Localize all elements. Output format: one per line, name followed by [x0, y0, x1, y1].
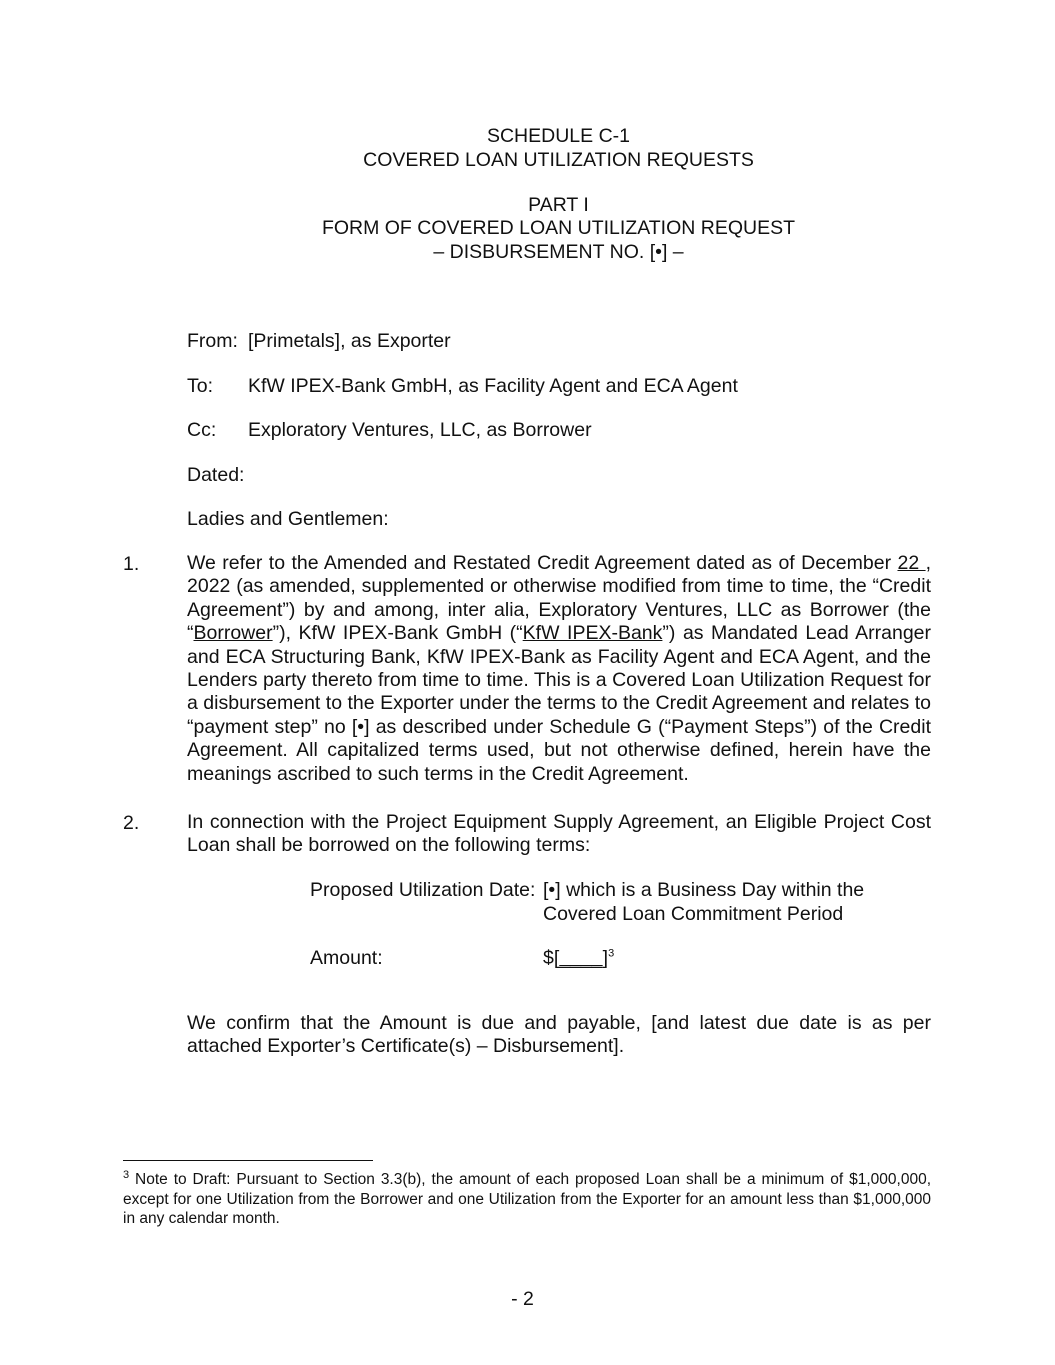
disbursement-number: – DISBURSEMENT NO. [•] –	[433, 241, 684, 263]
confirmation-paragraph: We confirm that the Amount is due and payable, [and latest due date is as per attached Exporter’s Certificate(s) – Disbursement].	[187, 1012, 931, 1058]
footnote-number: 3	[123, 1168, 130, 1181]
footnote	[123, 1170, 931, 1229]
schedule-title: SCHEDULE C-1	[486, 125, 631, 147]
to-value: KfW IPEX-Bank GmbH, as Facility Agent and ECA Agent	[248, 375, 738, 397]
salutation: Ladies and Gentlemen:	[187, 508, 389, 530]
amount-value	[543, 946, 614, 970]
paragraph-1-text: , 2022 (as amended, supplemented or otherwise modified from time to time, the “Credit Agreement”) by and among, inter alia, Exploratory Ventures, LLC as Borrower (the “	[187, 552, 931, 645]
amount-prefix: $[	[543, 947, 560, 969]
paragraph-2-number: 2.	[123, 812, 140, 834]
utilization-date-value-cont: Covered Loan Commitment Period	[543, 903, 844, 925]
utilization-date-label: Proposed Utilization Date:	[310, 879, 536, 901]
paragraph-1-text: We refer to the Amended and Restated Credit Agreement dated as of December	[187, 552, 898, 574]
agreement-day: 22	[897, 552, 926, 574]
from-value: [Primetals], as Exporter	[248, 330, 451, 352]
paragraph-1-number: 1.	[123, 553, 140, 575]
amount-suffix: ]	[602, 947, 609, 969]
amount-label: Amount:	[310, 947, 383, 969]
cc-label: Cc:	[187, 419, 217, 441]
cc-value: Exploratory Ventures, LLC, as Borrower	[248, 419, 592, 441]
from-label: From:	[187, 330, 238, 352]
defined-term-kfw: KfW IPEX-Bank	[522, 622, 663, 645]
dated-label: Dated:	[187, 464, 245, 486]
utilization-date-value: [•] which is a Business Day within the	[543, 879, 865, 901]
footnote-ref: 3	[608, 947, 615, 960]
paragraph-2: In connection with the Project Equipment Supply Agreement, an Eligible Project Cost Loan shall be borrowed on the following terms:	[187, 811, 931, 857]
page-number: - 2	[511, 1288, 534, 1310]
footnote-divider	[123, 1160, 373, 1161]
to-label: To:	[187, 375, 214, 397]
paragraph-1-text: ”) as Mandated Lead Arranger and ECA Structuring Bank, KfW IPEX-Bank as Facility Agent and ECA Agent, and the Lenders party thereto from time to time. This is a Covered Loan Utilization Request for a disbursement to the Exporter under the terms to the Credit Agreement and relates to “payment step” no [•] as described under Schedule G (“Payment Steps”) of the Credit Agreement. All capitalized terms used, but not otherwise defined, herein have the meanings ascribed to such terms in the Credit Agreement.	[187, 622, 932, 785]
paragraph-1-text: ”), KfW IPEX-Bank GmbH (“	[272, 622, 523, 645]
form-title: FORM OF COVERED LOAN UTILIZATION REQUEST	[321, 217, 796, 239]
paragraph-1	[187, 552, 931, 786]
part-title: PART I	[528, 194, 589, 216]
schedule-subtitle: COVERED LOAN UTILIZATION REQUESTS	[363, 149, 754, 171]
amount-blank: ____	[559, 947, 603, 969]
defined-term-borrower: Borrower	[193, 622, 273, 645]
footnote-text: Note to Draft: Pursuant to Section 3.3(b), the amount of each proposed Loan shall be a minimum of $1,000,000, except for one Utilization from the Borrower and one Utilization from the Exporter for an amount less than $1,000,000 in any calendar month.	[123, 1171, 931, 1227]
